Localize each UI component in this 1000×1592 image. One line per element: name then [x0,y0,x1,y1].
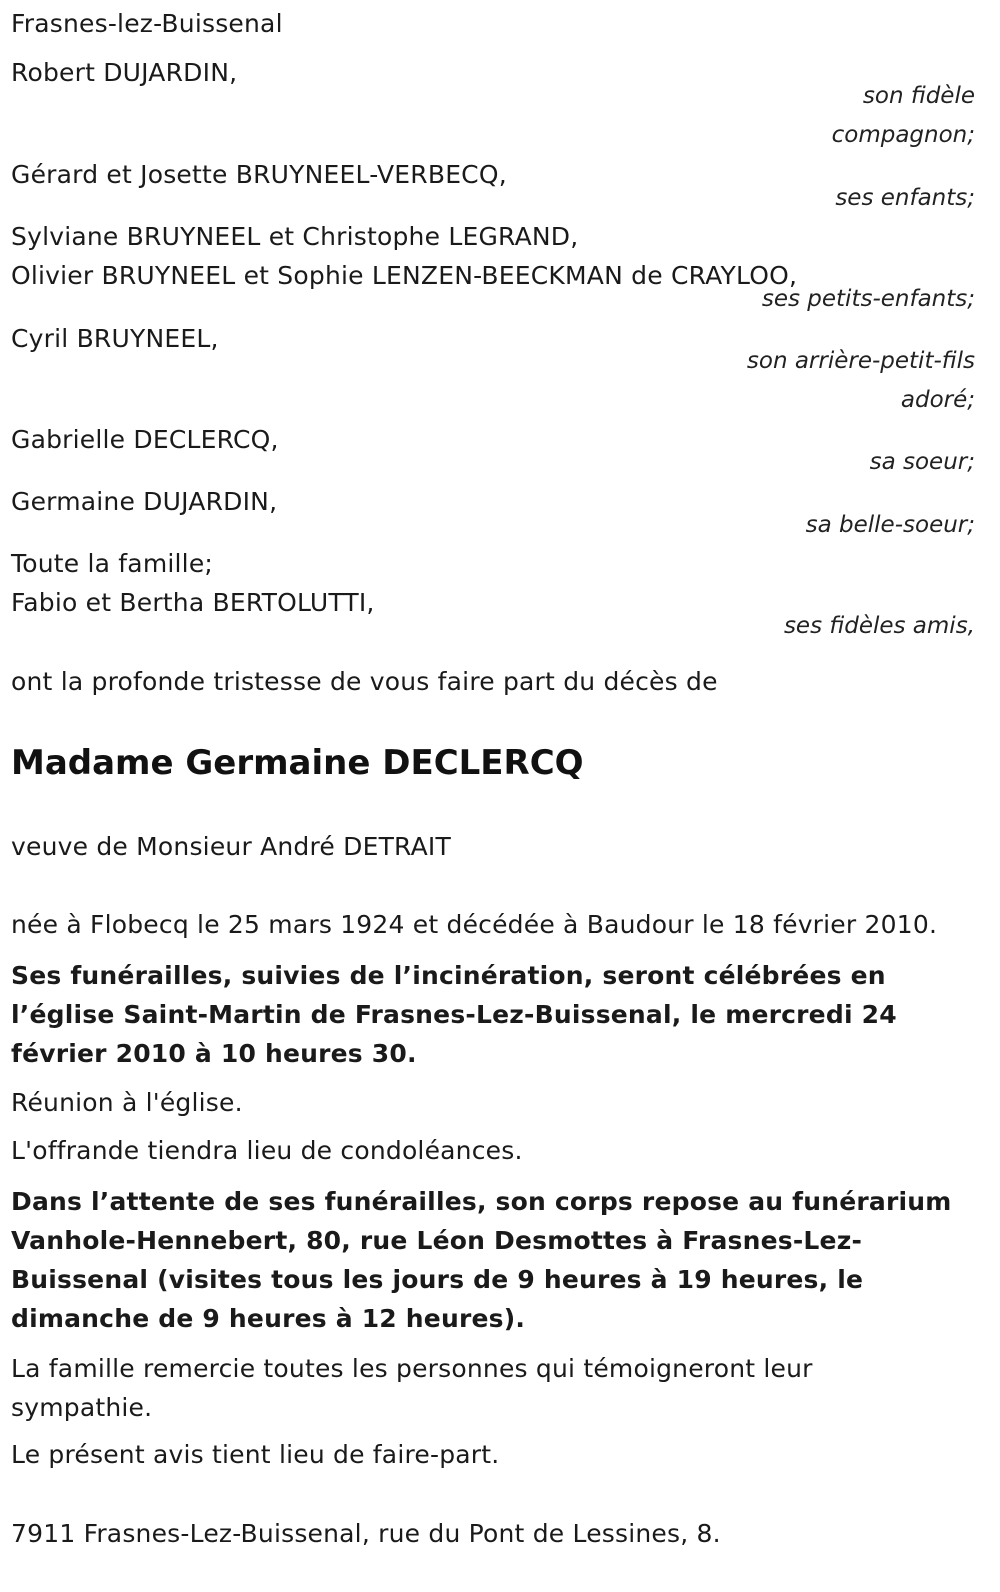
thanks-message: La famille remercie toutes les personnes qui témoigneront leur sympathie. [11,1354,813,1422]
offering-info: L'offrande tiendra lieu de condoléances. [11,1136,523,1165]
deceased-name: Madame Germaine DECLERCQ [11,743,584,783]
family-member-name: Olivier BRUYNEEL et Sophie LENZEN-BEECKMAN de CRAYLOO, [11,261,798,290]
announcement-intro: ont la profonde tristesse de vous faire part du décès de [11,667,718,696]
family-address: 7911 Frasnes-Lez-Buissenal, rue du Pont de Lessines, 8. [11,1519,721,1548]
family-relation: sa soeur; [869,449,975,475]
funeral-details: Ses funérailles, suivies de l’incinération, seront célébrées en l’église Saint-Martin de Frasnes-Lez-Buissenal, le mercredi 24 février 2010 à 10 heures 30. [11,961,897,1068]
family-relation: ses petits-enfants; [761,286,975,312]
family-relation: sa belle-soeur; [805,512,975,538]
family-relation: ses enfants; [835,185,975,211]
family-relation: compagnon; [831,122,975,148]
widow-of: veuve de Monsieur André DETRAIT [11,832,451,861]
family-member-name: Toute la famille; [11,549,214,578]
family-member-name: Gabrielle DECLERCQ, [11,425,279,454]
family-member-name: Robert DUJARDIN, [11,58,238,87]
family-relation: ses fidèles amis, [783,613,975,639]
location-heading: Frasnes-lez-Buissenal [11,9,283,38]
funerarium-details: Dans l’attente de ses funérailles, son corps repose au funérarium Vanhole-Hennebert, 80, rue Léon Desmottes à Frasnes-Lez-Buissenal (visites tous les jours de 9 heures à 19 heures, le dimanche de 9 heures à 12 heures). [11,1187,952,1333]
family-member-name: Cyril BRUYNEEL, [11,324,219,353]
meeting-info: Réunion à l'église. [11,1088,243,1117]
family-member-name: Gérard et Josette BRUYNEEL-VERBECQ, [11,160,507,189]
family-member-name: Fabio et Bertha BERTOLUTTI, [11,588,375,617]
family-member-name: Germaine DUJARDIN, [11,487,278,516]
family-relation: adoré; [900,387,975,413]
notice-statement: Le présent avis tient lieu de faire-part. [11,1440,500,1469]
family-relation: son fidèle [862,83,975,109]
family-relation: son arrière-petit-fils [746,348,975,374]
family-member-name: Sylviane BRUYNEEL et Christophe LEGRAND, [11,222,579,251]
birth-death: née à Flobecq le 25 mars 1924 et décédée à Baudour le 18 février 2010. [11,910,938,939]
